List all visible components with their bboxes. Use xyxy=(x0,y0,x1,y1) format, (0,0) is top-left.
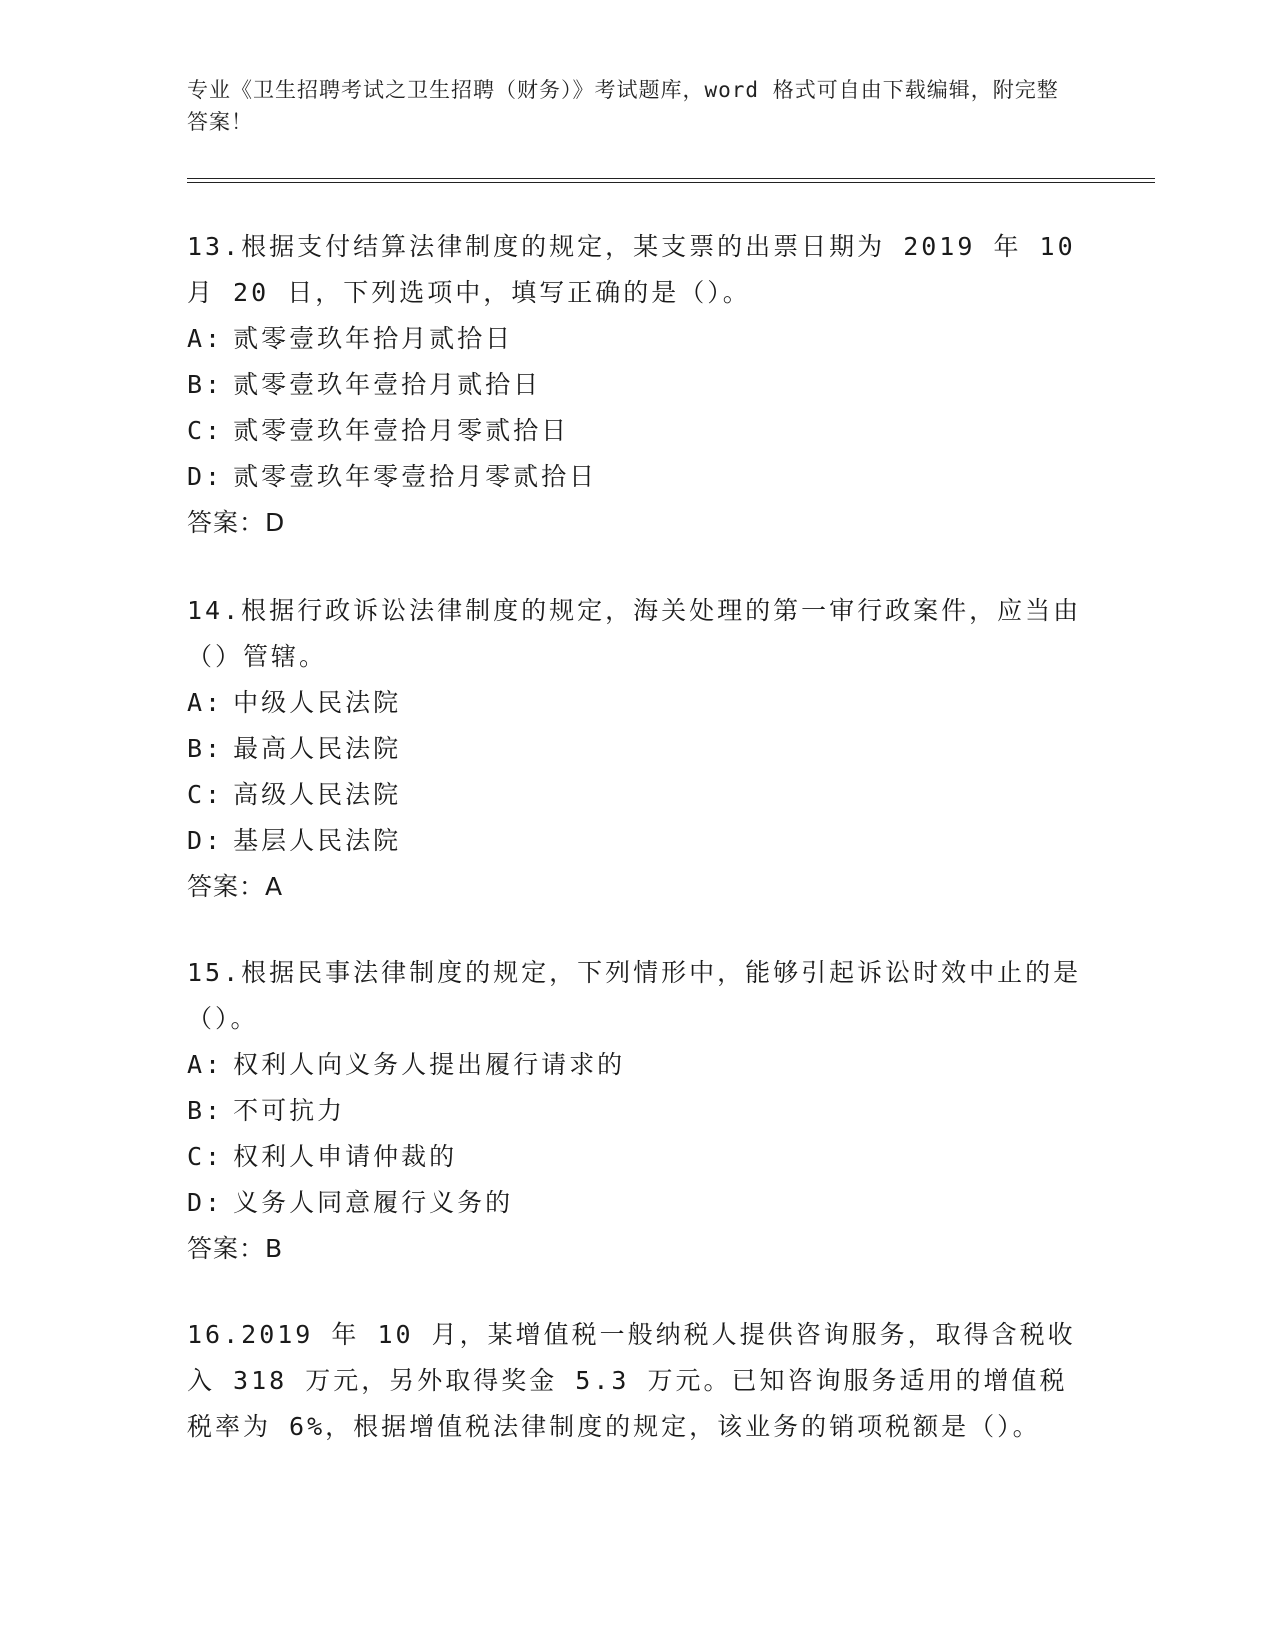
question-stem: 14.根据行政诉讼法律制度的规定，海关处理的第一审行政案件，应当由（）管辖。 xyxy=(187,596,1082,671)
option-d xyxy=(187,1180,1087,1226)
option-text: 义务人同意履行义务的 xyxy=(233,1188,514,1217)
option-b xyxy=(187,1088,1087,1134)
page-header-text: 专业《卫生招聘考试之卫生招聘（财务）》考试题库，word 格式可自由下载编辑，附完整答案！ xyxy=(187,78,1059,134)
option-text: 贰零壹玖年拾月贰拾日 xyxy=(233,324,514,353)
option-letter: C: xyxy=(187,1142,224,1171)
option-b xyxy=(187,362,1087,408)
option-text: 中级人民法院 xyxy=(233,688,402,717)
option-letter: B: xyxy=(187,370,224,399)
option-text: 最高人民法院 xyxy=(233,734,402,763)
header-divider xyxy=(187,178,1155,183)
answer: 答案：B xyxy=(187,1234,284,1263)
option-letter: C: xyxy=(187,780,224,809)
option-letter: B: xyxy=(187,734,224,763)
option-a xyxy=(187,680,1087,726)
question-stem: 13.根据支付结算法律制度的规定，某支票的出票日期为 2019 年 10 月 20 日，下列选项中，填写正确的是（）。 xyxy=(187,232,1076,307)
option-text: 高级人民法院 xyxy=(233,780,402,809)
question-stem: 16.2019 年 10 月，某增值税一般纳税人提供咨询服务，取得含税收入 318 万元，另外取得奖金 5.3 万元。已知咨询服务适用的增值税税率为 6%，根据增值税法律制度的规定，该业务的销项税额是（）。 xyxy=(187,1320,1076,1441)
question-stem: 15.根据民事法律制度的规定，下列情形中，能够引起诉讼时效中止的是（）。 xyxy=(187,958,1082,1033)
option-d xyxy=(187,454,1087,500)
option-c xyxy=(187,772,1087,818)
option-letter: D: xyxy=(187,1188,224,1217)
question-13 xyxy=(187,224,1087,546)
option-letter: D: xyxy=(187,826,224,855)
option-letter: A: xyxy=(187,1050,224,1079)
question-16 xyxy=(187,1312,1087,1450)
option-letter: B: xyxy=(187,1096,224,1125)
option-text: 权利人向义务人提出履行请求的 xyxy=(233,1050,626,1079)
option-c xyxy=(187,1134,1087,1180)
option-a xyxy=(187,1042,1087,1088)
option-text: 权利人申请仲裁的 xyxy=(233,1142,458,1171)
option-letter: D: xyxy=(187,462,224,491)
option-c xyxy=(187,408,1087,454)
option-letter: C: xyxy=(187,416,224,445)
option-a xyxy=(187,316,1087,362)
option-d xyxy=(187,818,1087,864)
option-letter: A: xyxy=(187,688,224,717)
option-text: 基层人民法院 xyxy=(233,826,402,855)
option-text: 贰零壹玖年壹拾月贰拾日 xyxy=(233,370,542,399)
option-text: 不可抗力 xyxy=(233,1096,346,1125)
page-header xyxy=(187,74,1067,138)
option-letter: A: xyxy=(187,324,224,353)
answer: 答案：D xyxy=(187,508,286,537)
option-b xyxy=(187,726,1087,772)
question-15 xyxy=(187,950,1087,1272)
option-text: 贰零壹玖年零壹拾月零贰拾日 xyxy=(233,462,598,491)
question-14 xyxy=(187,588,1087,910)
option-text: 贰零壹玖年壹拾月零贰拾日 xyxy=(233,416,570,445)
answer: 答案：A xyxy=(187,872,284,901)
